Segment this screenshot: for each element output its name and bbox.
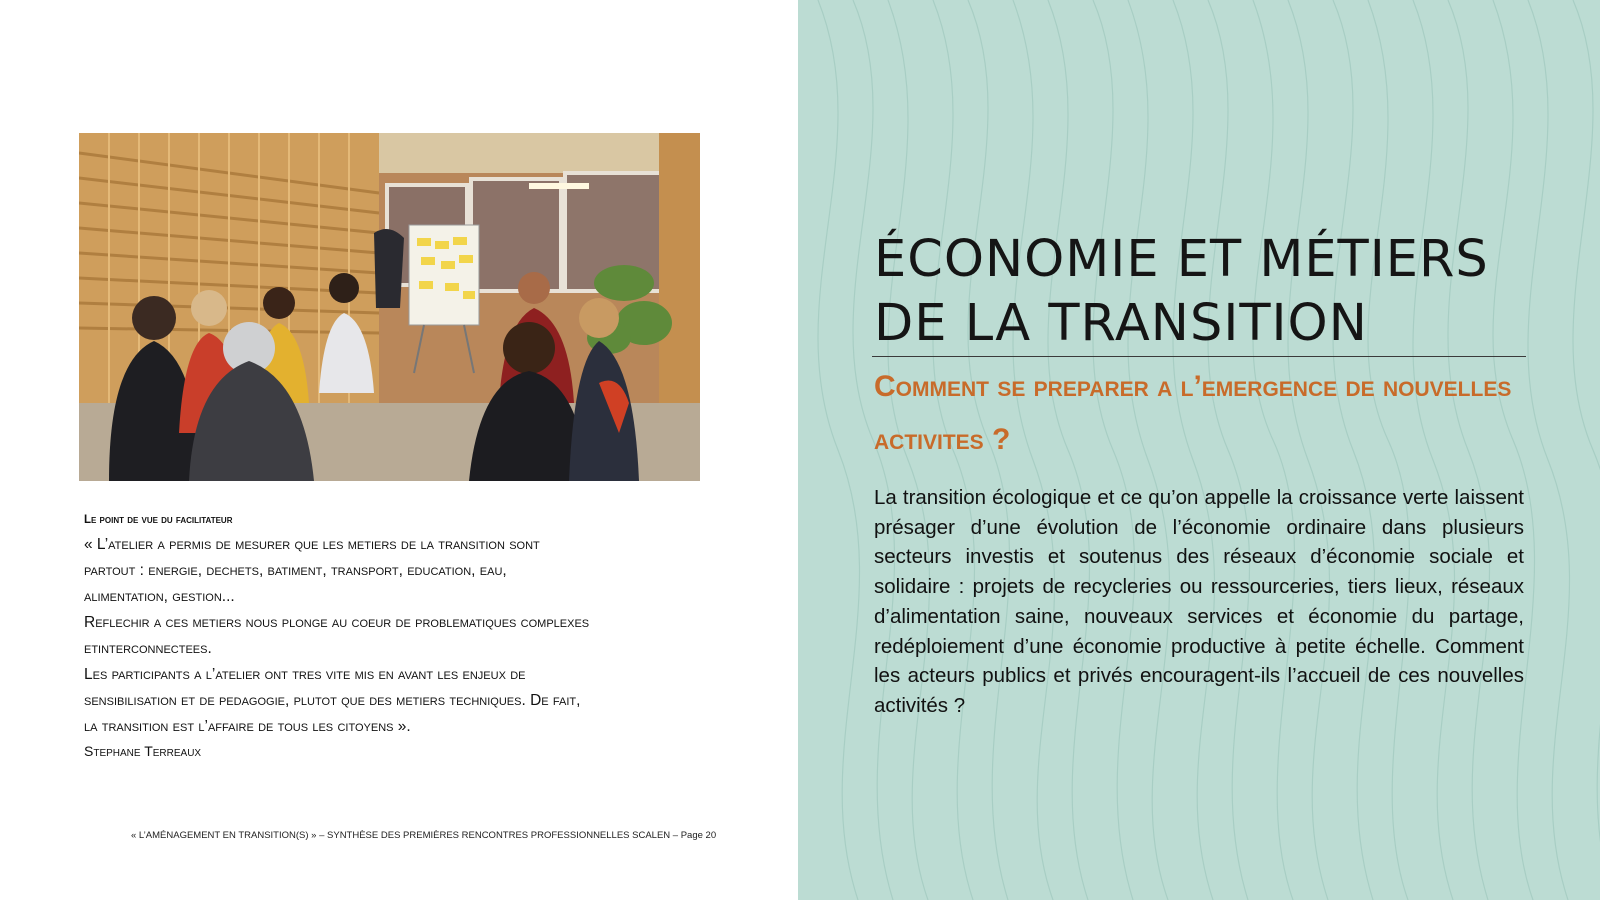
- quote-line: etinterconnectees.: [84, 640, 212, 657]
- quote-author: Stephane Terreaux: [84, 743, 202, 759]
- right-page: [798, 0, 1600, 900]
- title-divider: [872, 356, 1526, 357]
- quote-line: sensibilisation et de pedagogie, plutot que des metiers techniques. De fait,: [84, 692, 581, 709]
- quote-line: alimentation, gestion...: [84, 588, 235, 605]
- quote-line: partout : energie, dechets, batiment, transport, education, eau,: [84, 562, 507, 579]
- page-footer: « L’AMÉNAGEMENT EN TRANSITION(S) » – SYNTHÈSE DES PREMIÈRES RENCONTRES PROFESSIONNELLES SCALEN – Page 20: [131, 830, 717, 841]
- quote-line: Reflechir a ces metiers nous plonge au coeur de problematiques complexes: [84, 614, 590, 631]
- section-title-line1: ÉCONOMIE ET MÉTIERS: [874, 230, 1489, 289]
- left-page: [0, 0, 798, 900]
- intro-paragraph: La transition écologique et ce qu’on appelle la croissance verte laissent présager d’une évolution de l’économie ordinaire dans plusieurs secteurs investis et soutenus des réseaux d’économie sociale et solidaire : projets de recycleries ou ressourceries, tiers lieux, réseaux d’alimentation saine, nouveaux services et économie du partage, redéploiement d’une économie productive à petite échelle. Comment les acteurs publics et privés encouragent-ils l’accueil de ces nouvelles activités ?: [874, 486, 1524, 717]
- facilitator-quote: [84, 512, 734, 762]
- section-title: [874, 228, 1574, 356]
- workshop-photo: [79, 133, 700, 481]
- quote-line: « L’atelier a permis de mesurer que les metiers de la transition sont: [84, 536, 540, 553]
- quote-line: Les participants a l’atelier ont tres vite mis en avant les enjeux de: [84, 666, 526, 683]
- workshop-photo-illustration: [79, 133, 700, 481]
- section-title-line2: DE LA TRANSITION: [874, 294, 1368, 353]
- section-subtitle: Comment se preparer a l’emergence de nouvelles activites ?: [874, 370, 1512, 456]
- quote-heading: Le point de vue du facilitateur: [84, 514, 233, 526]
- quote-line: la transition est l’affaire de tous les citoyens ».: [84, 718, 411, 735]
